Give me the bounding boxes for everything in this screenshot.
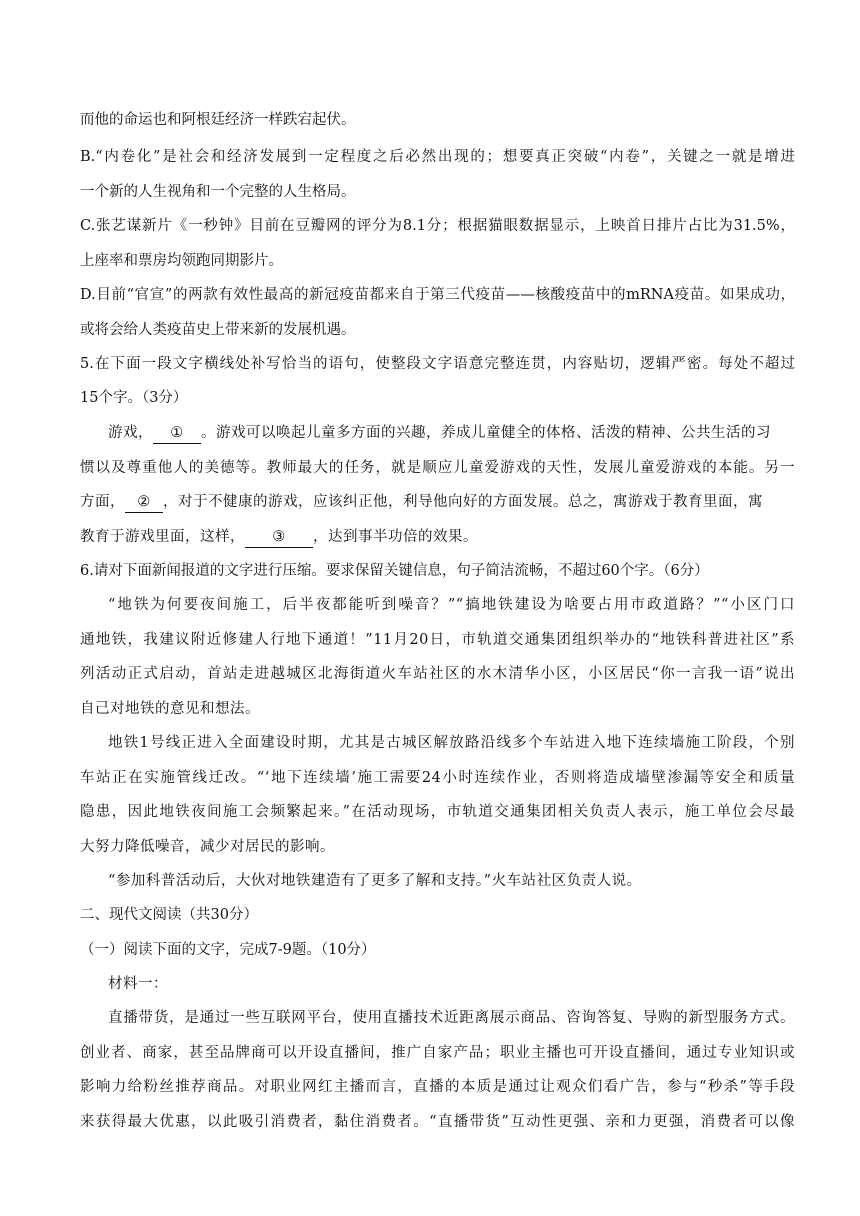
news-line-9: “参加科普活动后，大伙对地铁建造有了更多了解和支持。”火车站社区负责人说。: [108, 873, 642, 889]
material-1-line-2: 创业者、商家，甚至品牌商可以开设直播间，推广自家产品；职业主播也可开设直播间，通过专业知识或: [80, 1045, 795, 1061]
text-line-continuation: 而他的命运也和阿根廷经济一样跌宕起伏。: [80, 112, 356, 128]
passage-5-line-4: [80, 520, 795, 554]
news-line-8: 大努力降低噪音，减少对居民的影响。: [80, 839, 335, 855]
news-line-7: 隐患，因此地铁夜间施工会频繁起来。”在活动现场，市轨道交通集团相关负责人表示，施工单位会尽最: [80, 804, 795, 820]
news-line-2: 通地铁，我建议附近修建人行地下通道！”11月20日，市轨道交通集团组织举办的“地铁科普进社区”系: [80, 632, 795, 648]
passage-5-text: 游戏，: [108, 425, 153, 441]
news-line-1: “地铁为何要夜间施工，后半夜都能听到噪音？”“搞地铁建设为啥要占用市政道路？”“小区门口: [108, 597, 795, 613]
news-line-3: 列活动正式启动，首站走进越城区北海街道火车站社区的水木清华小区，小区居民“你一言我一语”说出: [80, 666, 795, 682]
passage-5-line-1: [108, 416, 795, 450]
section-2-heading: 二、现代文阅读（共30分）: [80, 907, 258, 923]
material-1-line-3: 影响力给粉丝推荐商品。对职业网红主播而言，直播的本质是通过让观众们看广告，参与“秒杀”等手段: [80, 1079, 795, 1095]
news-line-6: 车站正在实施管线迁改。“‘地下连续墙’施工需要24小时连续作业，否则将造成墙壁渗漏等安全和质量: [80, 770, 795, 786]
blank-3: ③: [245, 528, 313, 548]
option-b-line-2: 一个新的人生视角和一个完整的人生格局。: [80, 184, 356, 200]
passage-5-text: 教育于游戏里面，这样，: [80, 529, 245, 545]
blank-2: ②: [125, 493, 163, 513]
passage-5-text: ，对于不健康的游戏，应该纠正他，利导他向好的方面发展。总之，寓游戏于教育里面，寓: [163, 494, 763, 510]
subsection-1-heading: （一）阅读下面的文字，完成7-9题。（10分）: [80, 942, 376, 958]
passage-5-text: 方面，: [80, 494, 125, 510]
option-d-line-1: D.目前“官宣”的两款有效性最高的新冠疫苗都来自于第三代疫苗——核酸疫苗中的mRNA疫苗。如果成功，: [80, 287, 795, 303]
blank-1: ①: [153, 424, 201, 444]
material-1-line-4: 来获得最大优惠，以此吸引消费者，黏住消费者。“直播带货”互动性更强、亲和力更强，消费者可以像: [80, 1114, 795, 1130]
option-c-line-1: C.张艺谋新片《一秒钟》目前在豆瓣网的评分为8.1分；根据猫眼数据显示，上映首日排片占比为31.5%，: [80, 218, 795, 234]
passage-5-line-2: 惯以及尊重他人的美德等。教师最大的任务，就是顺应儿童爱游戏的天性，发展儿童爱游戏的本能。另一: [80, 460, 795, 476]
passage-5-text: ，达到事半功倍的效果。: [313, 529, 478, 545]
news-line-5: 地铁1号线正进入全面建设时期，尤其是古城区解放路沿线多个车站进入地下连续墙施工阶段，个别: [108, 735, 795, 751]
option-d-line-2: 或将会给人类疫苗史上带来新的发展机遇。: [80, 322, 356, 338]
material-1-label: 材料一：: [108, 976, 168, 992]
question-5-line-2: 15个字。（3分）: [80, 390, 188, 406]
option-b-line-1: B.“内卷化”是社会和经济发展到一定程度之后必然出现的；想要真正突破“内卷”，关键之一就是增进: [80, 149, 795, 165]
passage-5-text: 。游戏可以唤起儿童多方面的兴趣，养成儿童健全的体格、活泼的精神、公共生活的习: [201, 425, 771, 441]
question-6-line: 6.请对下面新闻报道的文字进行压缩。要求保留关键信息，句子简洁流畅，不超过60个字。（6分）: [80, 563, 709, 579]
news-line-4: 自己对地铁的意见和想法。: [80, 701, 260, 717]
passage-5-line-3: [80, 485, 795, 519]
option-c-line-2: 上座率和票房均领跑同期影片。: [80, 253, 283, 269]
material-1-line-1: 直播带货，是通过一些互联网平台，使用直播技术近距离展示商品、咨询答复、导购的新型服务方式。: [108, 1010, 795, 1026]
question-5-line-1: 5.在下面一段文字横线处补写恰当的语句，使整段文字语意完整连贯，内容贴切，逻辑严密。每处不超过: [80, 356, 795, 372]
